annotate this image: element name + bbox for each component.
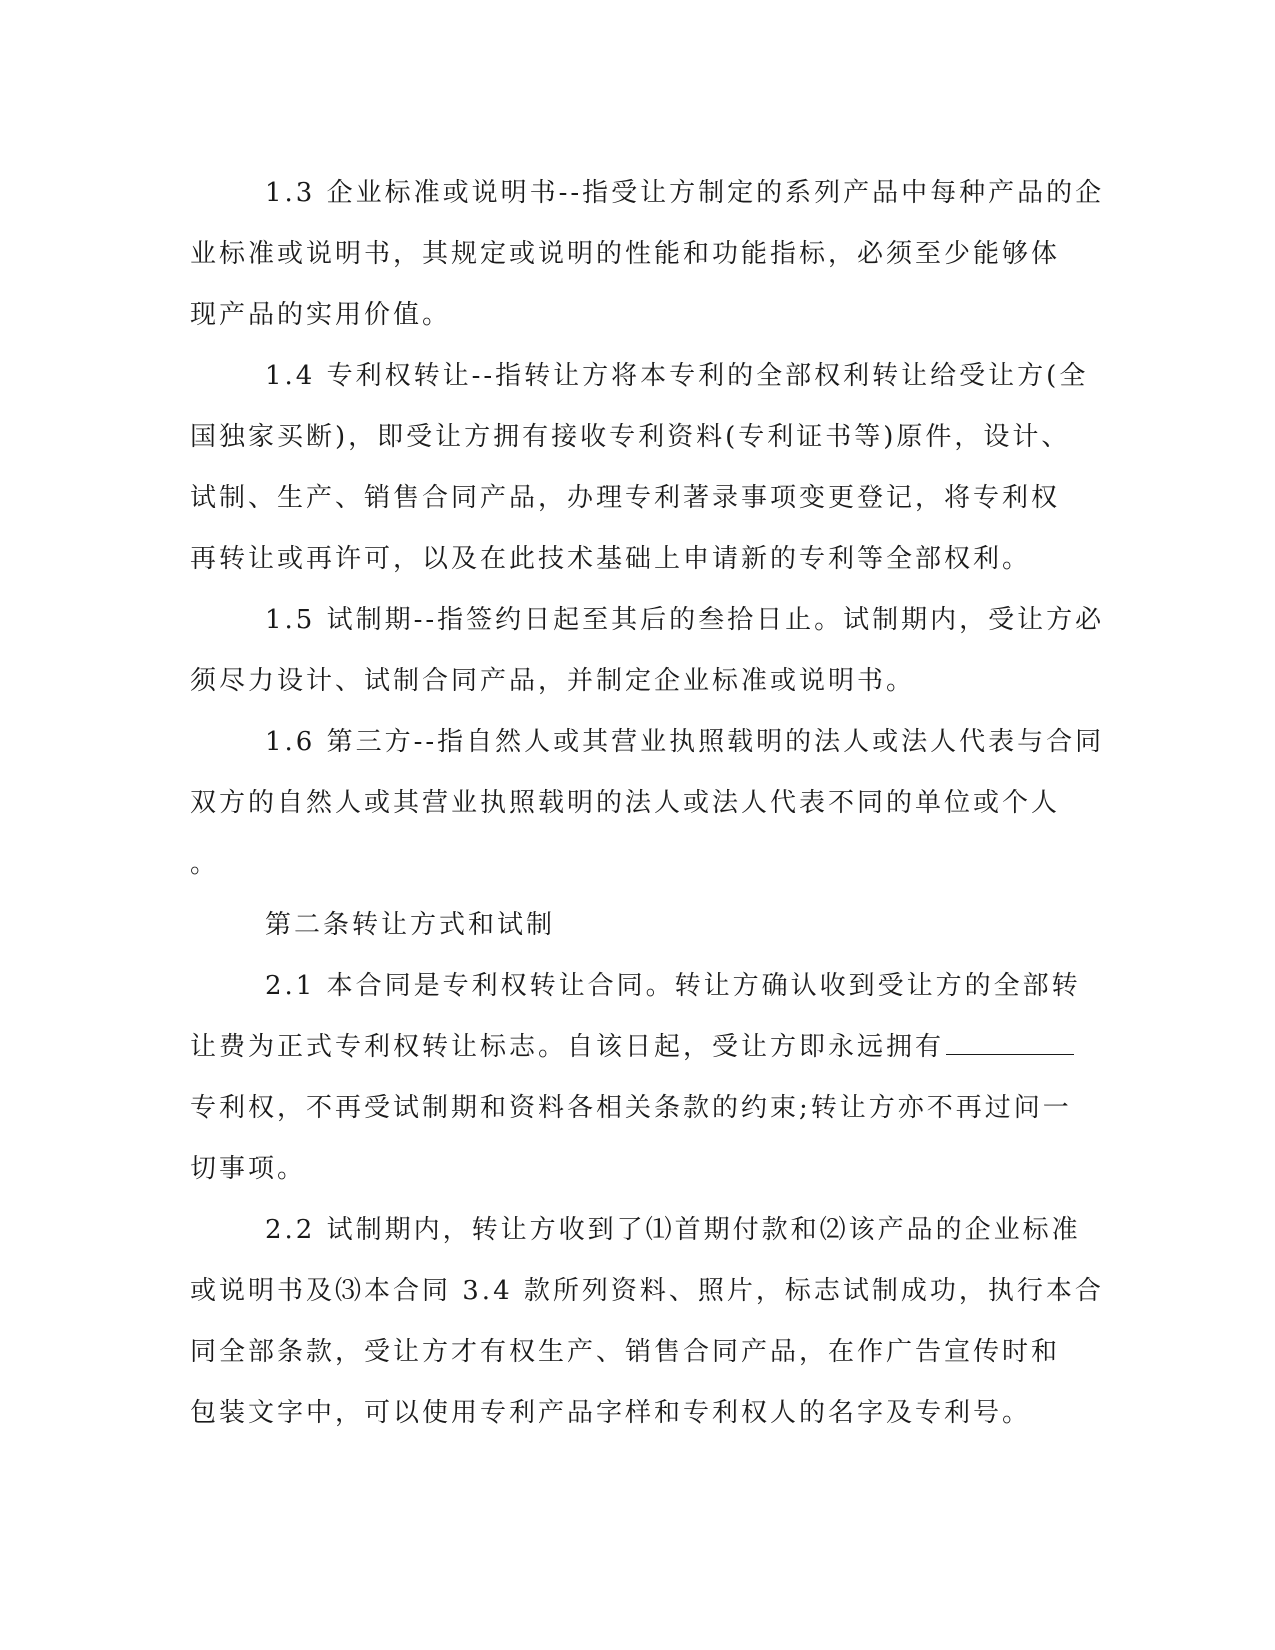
text-line: 再转让或再许可，以及在此技术基础上申请新的专利等全部权利。 [190,544,1032,574]
text-line: 须尽力设计、试制合同产品，并制定企业标准或说明书。 [190,666,916,696]
paragraph-2-2 [190,1200,1104,1444]
text-line: 2.2 试制期内，转让方收到了⑴首期付款和⑵该产品的企业标准 [265,1215,1081,1245]
text-line: 。 [190,849,220,879]
text-line: 试制、生产、销售合同产品，办理专利著录事项变更登记，将专利权 [190,483,1061,513]
fill-in-blank [946,1028,1074,1055]
paragraph-1-3 [190,163,1105,346]
text-line: 1.3 企业标准或说明书--指受让方制定的系列产品中每种产品的企 [265,178,1105,208]
text-line-with-blank [190,1017,1085,1078]
text-line: 2.1 本合同是专利权转让合同。转让方确认收到受让方的全部转 [265,971,1081,1001]
section-heading: 第二条转让方式和试制 [265,910,556,940]
text-segment: 让费为正式专利权转让标志。自该日起，受让方即永远拥有 [190,1032,945,1062]
text-line: 或说明书及⑶本合同 3.4 款所列资料、照片，标志试制成功，执行本合 [190,1276,1104,1306]
paragraph-1-4 [190,346,1089,590]
text-line: 国独家买断)，即受让方拥有接收专利资料(专利证书等)原件，设计、 [190,422,1071,452]
text-line: 专利权，不再受试制期和资料各相关条款的约束;转让方亦不再过问一 [190,1093,1072,1123]
text-line: 切事项。 [190,1154,307,1184]
text-line: 双方的自然人或其营业执照载明的法人或法人代表不同的单位或个人 [190,788,1061,818]
text-line: 1.6 第三方--指自然人或其营业执照载明的法人或法人代表与合同 [265,727,1105,757]
text-line: 业标准或说明书，其规定或说明的性能和功能指标，必须至少能够体 [190,239,1061,269]
text-line: 现产品的实用价值。 [190,300,452,330]
text-line: 包装文字中，可以使用专利产品字样和专利权人的名字及专利号。 [190,1398,1032,1428]
paragraph-1-6 [190,712,1105,895]
article-2-heading [190,895,1085,956]
paragraph-1-5 [190,590,1105,712]
document-body [190,163,1105,1444]
text-line: 1.4 专利权转让--指转让方将本专利的全部权利转让给受让方(全 [265,361,1089,391]
paragraph-2-1 [190,956,1085,1200]
text-line: 同全部条款，受让方才有权生产、销售合同产品，在作广告宣传时和 [190,1337,1061,1367]
text-line: 1.5 试制期--指签约日起至其后的叁拾日止。试制期内，受让方必 [265,605,1105,635]
